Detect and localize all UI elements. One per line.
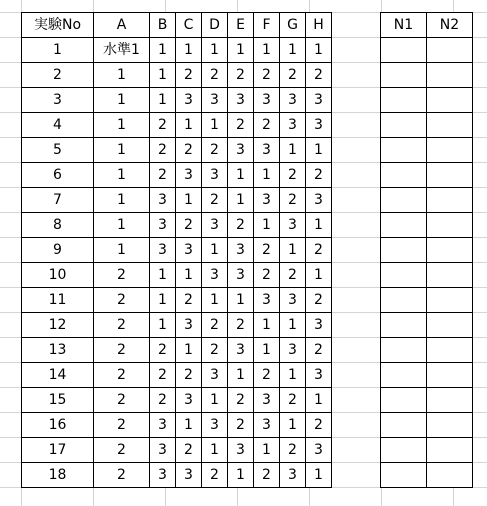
level-cell[interactable]: 3 <box>228 338 254 363</box>
level-cell[interactable]: 1 <box>306 463 332 488</box>
level-cell[interactable]: 3 <box>176 313 202 338</box>
trial-number-cell[interactable]: 4 <box>22 113 94 138</box>
level-cell[interactable]: 2 <box>254 63 280 88</box>
table-row <box>381 338 473 363</box>
level-cell[interactable]: 3 <box>202 163 228 188</box>
level-cell[interactable]: 1 <box>176 338 202 363</box>
trial-number-cell[interactable]: 2 <box>22 63 94 88</box>
level-cell[interactable]: 2 <box>202 63 228 88</box>
empty-cell[interactable] <box>381 138 427 163</box>
empty-cell[interactable] <box>427 213 473 238</box>
empty-cell[interactable] <box>381 263 427 288</box>
level-cell[interactable]: 1 <box>202 388 228 413</box>
table-row <box>381 288 473 313</box>
level-cell[interactable]: 3 <box>202 213 228 238</box>
empty-cell[interactable] <box>427 363 473 388</box>
level-cell[interactable]: 1 <box>280 363 306 388</box>
level-cell[interactable]: 3 <box>176 463 202 488</box>
level-cell[interactable]: 1 <box>280 238 306 263</box>
empty-cell[interactable] <box>427 388 473 413</box>
level-cell[interactable]: 1 <box>254 163 280 188</box>
level-cell[interactable]: 3 <box>280 463 306 488</box>
level-cell[interactable]: 1 <box>94 238 150 263</box>
trial-number-cell[interactable]: 18 <box>22 463 94 488</box>
level-cell[interactable]: 3 <box>306 88 332 113</box>
table-row <box>381 238 473 263</box>
empty-cell[interactable] <box>381 88 427 113</box>
column-header-b[interactable]: B <box>150 13 176 38</box>
empty-cell[interactable] <box>381 438 427 463</box>
table-row <box>22 313 332 338</box>
level-cell[interactable]: 3 <box>202 413 228 438</box>
level-cell[interactable]: 3 <box>228 88 254 113</box>
level-cell[interactable]: 1 <box>306 138 332 163</box>
table-row <box>22 363 332 388</box>
level-cell[interactable]: 3 <box>202 263 228 288</box>
table-row <box>22 238 332 263</box>
level-cell[interactable]: 1 <box>150 88 176 113</box>
level-cell[interactable]: 1 <box>254 338 280 363</box>
level-cell[interactable]: 2 <box>254 463 280 488</box>
level-cell[interactable]: 3 <box>254 88 280 113</box>
level-cell[interactable]: 2 <box>280 263 306 288</box>
empty-cell[interactable] <box>381 413 427 438</box>
trial-number-cell[interactable]: 16 <box>22 413 94 438</box>
level-cell[interactable]: 1 <box>254 213 280 238</box>
level-cell[interactable]: 2 <box>228 388 254 413</box>
level-cell[interactable]: 2 <box>306 413 332 438</box>
level-cell[interactable]: 2 <box>94 288 150 313</box>
level-cell[interactable]: 1 <box>202 38 228 63</box>
level-cell[interactable]: 2 <box>94 463 150 488</box>
trial-number-cell[interactable]: 14 <box>22 363 94 388</box>
trial-number-cell[interactable]: 15 <box>22 388 94 413</box>
table-row <box>381 163 473 188</box>
table-row <box>22 338 332 363</box>
empty-cell[interactable] <box>427 413 473 438</box>
level-cell[interactable]: 2 <box>202 463 228 488</box>
level-cell[interactable]: 2 <box>228 413 254 438</box>
empty-cell[interactable] <box>427 163 473 188</box>
level-cell[interactable]: 2 <box>254 238 280 263</box>
empty-cell[interactable] <box>381 188 427 213</box>
level-cell[interactable]: 1 <box>176 188 202 213</box>
column-header-a[interactable]: A <box>94 13 150 38</box>
empty-cell[interactable] <box>381 113 427 138</box>
table-row <box>22 413 332 438</box>
level-cell[interactable]: 1 <box>94 138 150 163</box>
level-cell[interactable]: 2 <box>228 63 254 88</box>
level-cell[interactable]: 1 <box>306 38 332 63</box>
level-cell[interactable]: 3 <box>176 238 202 263</box>
empty-cell[interactable] <box>381 38 427 63</box>
level-cell[interactable]: 1 <box>306 213 332 238</box>
level-cell[interactable]: 3 <box>280 113 306 138</box>
level-cell[interactable]: 1 <box>94 213 150 238</box>
level-cell[interactable]: 1 <box>94 188 150 213</box>
header-row <box>381 13 473 38</box>
empty-cell[interactable] <box>427 188 473 213</box>
trial-number-cell[interactable]: 12 <box>22 313 94 338</box>
table-row <box>22 38 332 63</box>
table-row <box>22 188 332 213</box>
level-cell[interactable]: 2 <box>150 338 176 363</box>
level-cell[interactable]: 3 <box>176 88 202 113</box>
level-cell[interactable]: 3 <box>306 438 332 463</box>
level-cell[interactable]: 2 <box>94 438 150 463</box>
level-cell[interactable]: 1 <box>94 88 150 113</box>
empty-cell[interactable] <box>381 338 427 363</box>
level-cell[interactable]: 2 <box>176 288 202 313</box>
level-cell[interactable]: 1 <box>176 38 202 63</box>
table-row <box>381 463 473 488</box>
level-cell[interactable]: 3 <box>254 413 280 438</box>
level-cell[interactable]: 2 <box>176 138 202 163</box>
table-row <box>381 363 473 388</box>
level-cell[interactable]: 3 <box>228 263 254 288</box>
level-cell[interactable]: 1 <box>176 263 202 288</box>
level-cell[interactable]: 1 <box>176 113 202 138</box>
level-cell[interactable]: 1 <box>228 463 254 488</box>
level-cell[interactable]: 1 <box>202 113 228 138</box>
level-cell[interactable]: 1 <box>254 38 280 63</box>
trial-number-cell[interactable]: 8 <box>22 213 94 238</box>
level-cell[interactable]: 1 <box>228 163 254 188</box>
level-cell[interactable]: 3 <box>306 113 332 138</box>
table-row <box>381 113 473 138</box>
level-cell[interactable]: 2 <box>254 263 280 288</box>
table-row <box>381 188 473 213</box>
level-cell[interactable]: 3 <box>228 138 254 163</box>
level-cell[interactable]: 1 <box>228 288 254 313</box>
level-cell[interactable]: 2 <box>280 63 306 88</box>
empty-cell[interactable] <box>427 113 473 138</box>
table-row <box>381 138 473 163</box>
column-header-n2[interactable]: N2 <box>427 13 473 38</box>
table-row <box>381 38 473 63</box>
level-cell[interactable]: 2 <box>306 338 332 363</box>
empty-cell[interactable] <box>427 288 473 313</box>
table-row <box>22 138 332 163</box>
trial-number-cell[interactable]: 17 <box>22 438 94 463</box>
trial-number-cell[interactable]: 5 <box>22 138 94 163</box>
level-cell[interactable]: 2 <box>176 213 202 238</box>
level-cell[interactable]: 1 <box>280 38 306 63</box>
level-cell[interactable]: 2 <box>306 63 332 88</box>
level-cell[interactable]: 2 <box>280 438 306 463</box>
empty-cell[interactable] <box>381 313 427 338</box>
level-cell[interactable]: 2 <box>94 263 150 288</box>
level-cell[interactable]: 2 <box>94 388 150 413</box>
trial-number-cell[interactable]: 11 <box>22 288 94 313</box>
level-cell[interactable]: 2 <box>94 338 150 363</box>
table-row <box>381 263 473 288</box>
column-header-n1[interactable]: N1 <box>381 13 427 38</box>
level-cell[interactable]: 2 <box>280 163 306 188</box>
level-cell[interactable]: 1 <box>176 413 202 438</box>
level-cell[interactable]: 1 <box>150 263 176 288</box>
level-cell[interactable]: 1 <box>254 313 280 338</box>
level-cell[interactable]: 3 <box>202 363 228 388</box>
level-cell[interactable]: 3 <box>228 238 254 263</box>
empty-cell[interactable] <box>381 463 427 488</box>
table-row <box>22 288 332 313</box>
level-cell[interactable]: 3 <box>176 163 202 188</box>
empty-cell[interactable] <box>427 463 473 488</box>
level-cell[interactable]: 2 <box>228 313 254 338</box>
level-cell[interactable]: 1 <box>280 138 306 163</box>
level-cell[interactable]: 1 <box>306 263 332 288</box>
level-cell[interactable]: 2 <box>94 413 150 438</box>
level-cell[interactable]: 2 <box>150 388 176 413</box>
trial-number-cell[interactable]: 1 <box>22 38 94 63</box>
level-cell[interactable]: 3 <box>254 138 280 163</box>
level-cell[interactable]: 2 <box>202 313 228 338</box>
level-cell[interactable]: 1 <box>280 313 306 338</box>
level-cell[interactable]: 2 <box>306 163 332 188</box>
table-row <box>22 88 332 113</box>
table-row <box>22 63 332 88</box>
level-cell[interactable]: 1 <box>202 438 228 463</box>
empty-cell[interactable] <box>381 213 427 238</box>
empty-cell[interactable] <box>381 288 427 313</box>
level-cell[interactable]: 3 <box>254 188 280 213</box>
table-row <box>381 88 473 113</box>
level-cell[interactable]: 2 <box>228 213 254 238</box>
table-row <box>381 213 473 238</box>
level-cell[interactable]: 1 <box>228 363 254 388</box>
trial-number-cell[interactable]: 13 <box>22 338 94 363</box>
level-cell[interactable]: 3 <box>176 388 202 413</box>
level-cell[interactable]: 3 <box>150 463 176 488</box>
level-cell[interactable]: 3 <box>254 388 280 413</box>
table-row <box>381 413 473 438</box>
level-cell[interactable]: 2 <box>306 288 332 313</box>
level-cell[interactable]: 1 <box>94 113 150 138</box>
level-cell[interactable]: 1 <box>150 313 176 338</box>
empty-cell[interactable] <box>381 163 427 188</box>
level-cell[interactable]: 2 <box>150 138 176 163</box>
column-header-trial-no[interactable]: 実験No <box>22 13 94 38</box>
empty-cell[interactable] <box>427 438 473 463</box>
level-cell[interactable]: 2 <box>254 113 280 138</box>
table-row <box>22 463 332 488</box>
level-cell[interactable]: 3 <box>228 438 254 463</box>
empty-cell[interactable] <box>381 388 427 413</box>
empty-cell[interactable] <box>381 238 427 263</box>
trial-number-cell[interactable]: 6 <box>22 163 94 188</box>
column-header-c[interactable]: C <box>176 13 202 38</box>
level-cell[interactable]: 水準1 <box>94 38 150 63</box>
level-cell[interactable]: 2 <box>176 438 202 463</box>
empty-cell[interactable] <box>427 263 473 288</box>
level-cell[interactable]: 1 <box>150 288 176 313</box>
table-row <box>22 438 332 463</box>
trial-number-cell[interactable]: 9 <box>22 238 94 263</box>
empty-cell[interactable] <box>427 338 473 363</box>
level-cell[interactable]: 3 <box>280 338 306 363</box>
level-cell[interactable]: 1 <box>150 38 176 63</box>
empty-cell[interactable] <box>381 63 427 88</box>
level-cell[interactable]: 2 <box>94 313 150 338</box>
table-row <box>22 113 332 138</box>
level-cell[interactable]: 3 <box>150 188 176 213</box>
level-cell[interactable]: 2 <box>306 238 332 263</box>
level-cell[interactable]: 2 <box>280 388 306 413</box>
level-cell[interactable]: 2 <box>94 363 150 388</box>
level-cell[interactable]: 2 <box>150 363 176 388</box>
level-cell[interactable]: 3 <box>306 363 332 388</box>
table-row <box>381 63 473 88</box>
level-cell[interactable]: 3 <box>280 288 306 313</box>
table-row <box>22 213 332 238</box>
level-cell[interactable]: 3 <box>306 188 332 213</box>
column-header-h[interactable]: H <box>306 13 332 38</box>
empty-cell[interactable] <box>427 138 473 163</box>
column-header-d[interactable]: D <box>202 13 228 38</box>
level-cell[interactable]: 2 <box>254 363 280 388</box>
column-header-e[interactable]: E <box>228 13 254 38</box>
level-cell[interactable]: 1 <box>94 63 150 88</box>
empty-cell[interactable] <box>381 363 427 388</box>
level-cell[interactable]: 3 <box>150 413 176 438</box>
trial-number-cell[interactable]: 10 <box>22 263 94 288</box>
level-cell[interactable]: 1 <box>280 413 306 438</box>
level-cell[interactable]: 2 <box>176 363 202 388</box>
level-cell[interactable]: 1 <box>228 188 254 213</box>
trial-number-cell[interactable]: 3 <box>22 88 94 113</box>
level-cell[interactable]: 2 <box>150 113 176 138</box>
table-row <box>22 163 332 188</box>
level-cell[interactable]: 3 <box>150 238 176 263</box>
level-cell[interactable]: 1 <box>202 288 228 313</box>
table-row <box>22 263 332 288</box>
empty-cell[interactable] <box>427 63 473 88</box>
header-row <box>22 13 332 38</box>
level-cell[interactable]: 1 <box>228 38 254 63</box>
column-header-f[interactable]: F <box>254 13 280 38</box>
column-header-g[interactable]: G <box>280 13 306 38</box>
level-cell[interactable]: 2 <box>150 163 176 188</box>
level-cell[interactable]: 3 <box>150 438 176 463</box>
level-cell[interactable]: 1 <box>202 238 228 263</box>
level-cell[interactable]: 3 <box>202 88 228 113</box>
table-row <box>22 388 332 413</box>
level-cell[interactable]: 1 <box>94 163 150 188</box>
level-cell[interactable]: 3 <box>280 88 306 113</box>
level-cell[interactable]: 2 <box>202 188 228 213</box>
empty-cell[interactable] <box>427 313 473 338</box>
empty-cell[interactable] <box>427 38 473 63</box>
level-cell[interactable]: 3 <box>280 213 306 238</box>
table-row <box>381 313 473 338</box>
noise-factor-table <box>380 12 473 488</box>
level-cell[interactable]: 2 <box>202 138 228 163</box>
level-cell[interactable]: 3 <box>150 213 176 238</box>
table-row <box>381 438 473 463</box>
level-cell[interactable]: 3 <box>306 313 332 338</box>
trial-number-cell[interactable]: 7 <box>22 188 94 213</box>
orthogonal-array-table <box>21 12 332 488</box>
level-cell[interactable]: 2 <box>176 63 202 88</box>
level-cell[interactable]: 3 <box>254 288 280 313</box>
level-cell[interactable]: 2 <box>280 188 306 213</box>
level-cell[interactable]: 1 <box>306 388 332 413</box>
empty-cell[interactable] <box>427 88 473 113</box>
empty-cell[interactable] <box>427 238 473 263</box>
level-cell[interactable]: 2 <box>202 338 228 363</box>
level-cell[interactable]: 2 <box>228 113 254 138</box>
level-cell[interactable]: 1 <box>150 63 176 88</box>
level-cell[interactable]: 1 <box>254 438 280 463</box>
table-row <box>381 388 473 413</box>
